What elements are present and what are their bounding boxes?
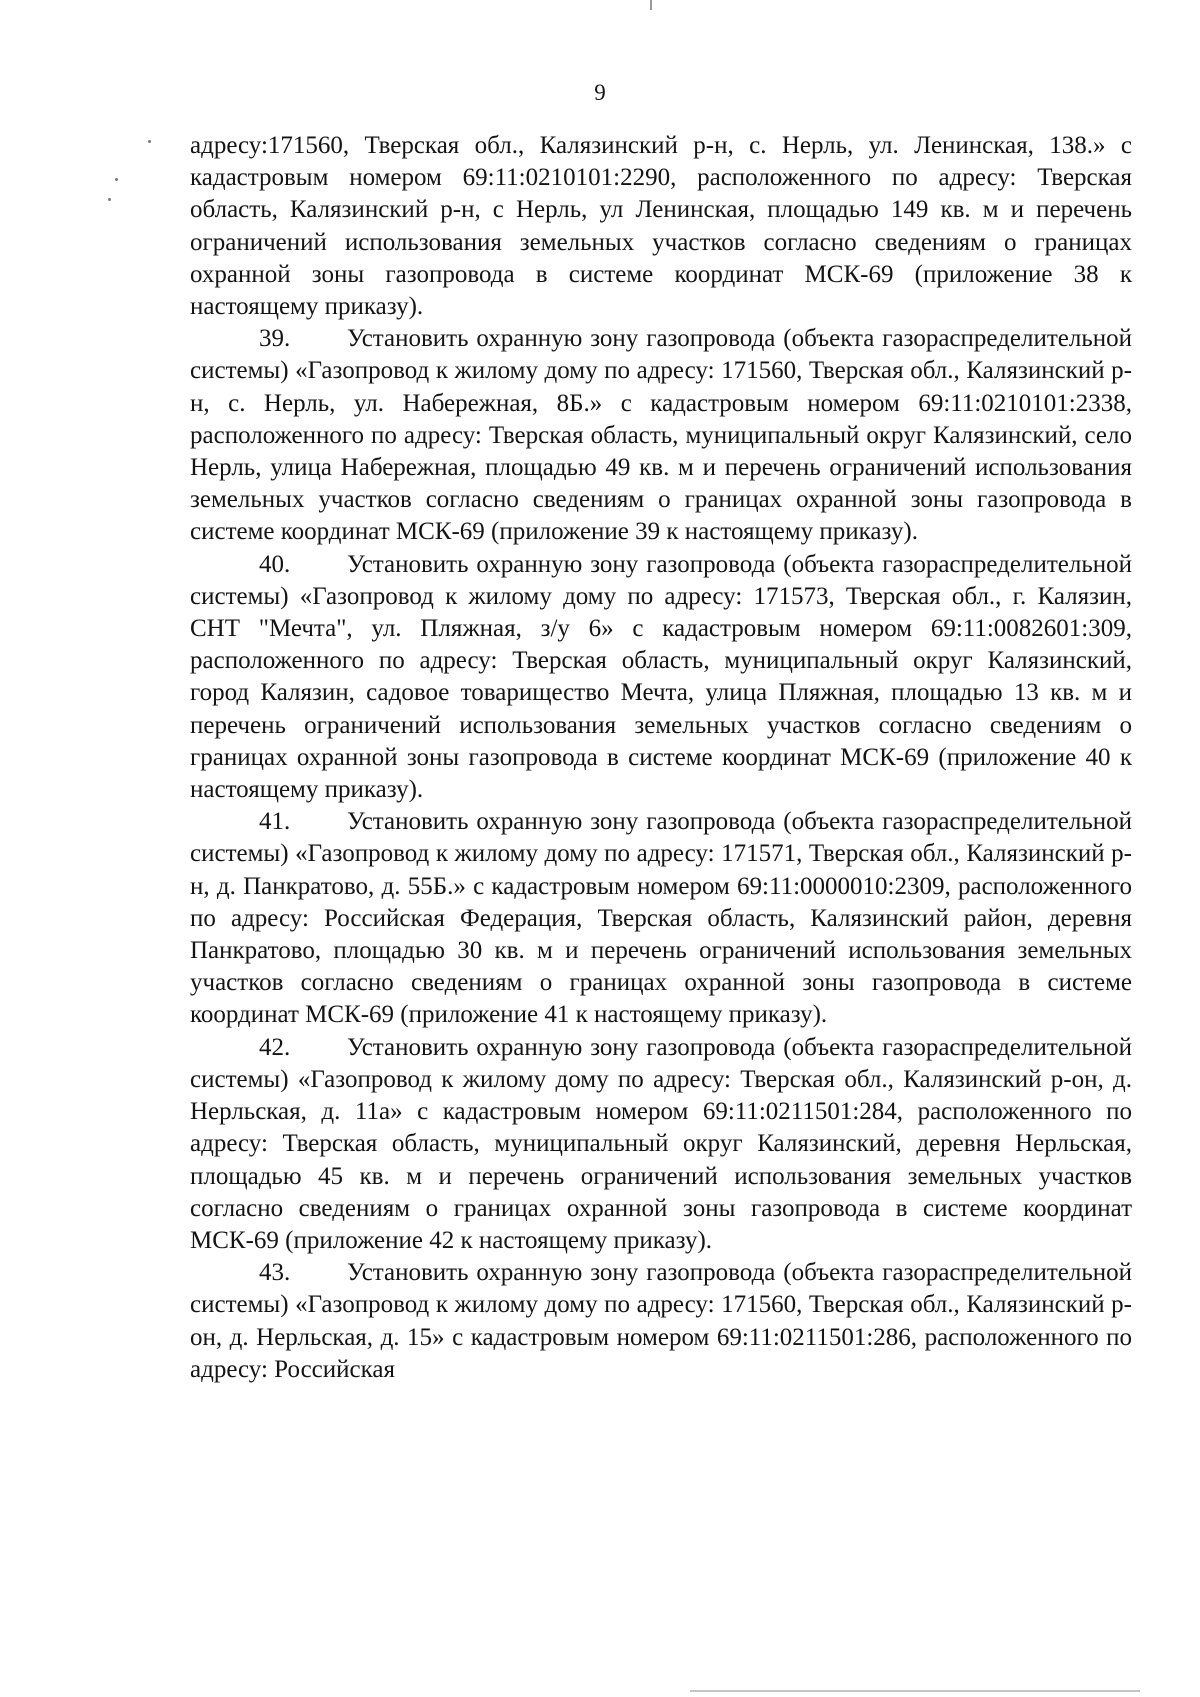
item-number: 43.: [259, 1259, 291, 1287]
paragraph-item-41: [190, 806, 1132, 1031]
document-body: [190, 130, 1132, 1386]
paragraph-item-43: [190, 1257, 1132, 1386]
page-number: 9: [594, 80, 606, 105]
scan-speck: [108, 198, 111, 201]
scan-speck: [115, 178, 118, 181]
paragraph-text: Установить охранную зону газопровода (объекта газораспределительной системы) «Газопровод к жилому дому по адресу: 171571, Тверская обл., Калязинский р-н, д. Панкратово, д. 55Б.» с кадастровым номером 69:11:0000010:2309, расположенного по адресу: Российская Федерация, Тверская область, Калязинский район, деревня Панкратово, площадью 30 кв. м и перечень ограничений использования земельных участков согласно сведениям о границах охранной зоны газопровода в системе координат МСК-69 (приложение 41 к настоящему приказу).: [190, 808, 1132, 1029]
item-number: 40.: [259, 550, 291, 578]
paragraph-text: Установить охранную зону газопровода (объекта газораспределительной системы) «Газопровод к жилому дому по адресу: 171560, Тверская обл., Калязинский р-н, с. Нерль, ул. Набережная, 8Б.» с кадастровым номером 69:11:0210101:2338, расположенного по адресу: Тверская область, муниципальный округ Калязинский, село Нерль, улица Набережная, площадью 49 кв. м и перечень ограничений использования земельных участков согласно сведениям о границах охранной зоны газопровода в системе координат МСК-69 (приложение 39 к настоящему приказу).: [190, 325, 1132, 546]
paragraph-text: Установить охранную зону газопровода (объекта газораспределительной системы) «Газопровод к жилому дому по адресу: Тверская обл., Калязинский р-он, д. Нерльская, д. 11а» с кадастровым номером 69:11:0211501:284, расположенного по адресу: Тверская область, муниципальный округ Калязинский, деревня Нерльская, площадью 45 кв. м и перечень ограничений использования земельных участков согласно сведениям о границах охранной зоны газопровода в системе координат МСК-69 (приложение 42 к настоящему приказу).: [190, 1033, 1132, 1254]
scan-speck: [148, 140, 151, 143]
paragraph-text: Установить охранную зону газопровода (объекта газораспределительной системы) «Газопровод к жилому дому по адресу: 171560, Тверская обл., Калязинский р-он, д. Нерльская, д. 15» с кадастровым номером 69:11:0211501:286, расположенного по адресу: Российская: [190, 1259, 1132, 1383]
item-number: 42.: [259, 1033, 291, 1061]
item-number: 41.: [259, 808, 291, 836]
paragraph-item-42: [190, 1032, 1132, 1257]
paragraph-text: Установить охранную зону газопровода (объекта газораспределительной системы) «Газопровод к жилому дому по адресу: 171573, Тверская обл., г. Калязин, СНТ "Мечта", ул. Пляжная, з/у 6» с кадастровым номером 69:11:0082601:309, расположенного по адресу: Тверская область, муниципальный округ Калязинский, город Калязин, садовое товарищество Мечта, улица Пляжная, площадью 13 кв. м и перечень ограничений использования земельных участков согласно сведениям о границах охранной зоны газопровода в системе координат МСК-69 (приложение 40 к настоящему приказу).: [190, 550, 1132, 804]
paragraph-item-39: [190, 323, 1132, 548]
item-number: 39.: [259, 325, 291, 353]
paragraph-text: адресу:171560, Тверская обл., Калязинский р-н, с. Нерль, ул. Ленинская, 138.» с кадастровым номером 69:11:0210101:2290, расположенного по адресу: Тверская область, Калязинский р-н, с Нерль, ул Ленинская, площадью 149 кв. м и перечень ограничений использования земельных участков согласно сведениям о границах охранной зоны газопровода в системе координат МСК-69 (приложение 38 к настоящему приказу).: [190, 132, 1132, 321]
scan-edge-mark: [690, 1690, 1140, 1692]
paragraph-item-40: [190, 549, 1132, 807]
scan-edge-mark: [650, 0, 652, 10]
paragraph-continuation: [190, 130, 1132, 323]
